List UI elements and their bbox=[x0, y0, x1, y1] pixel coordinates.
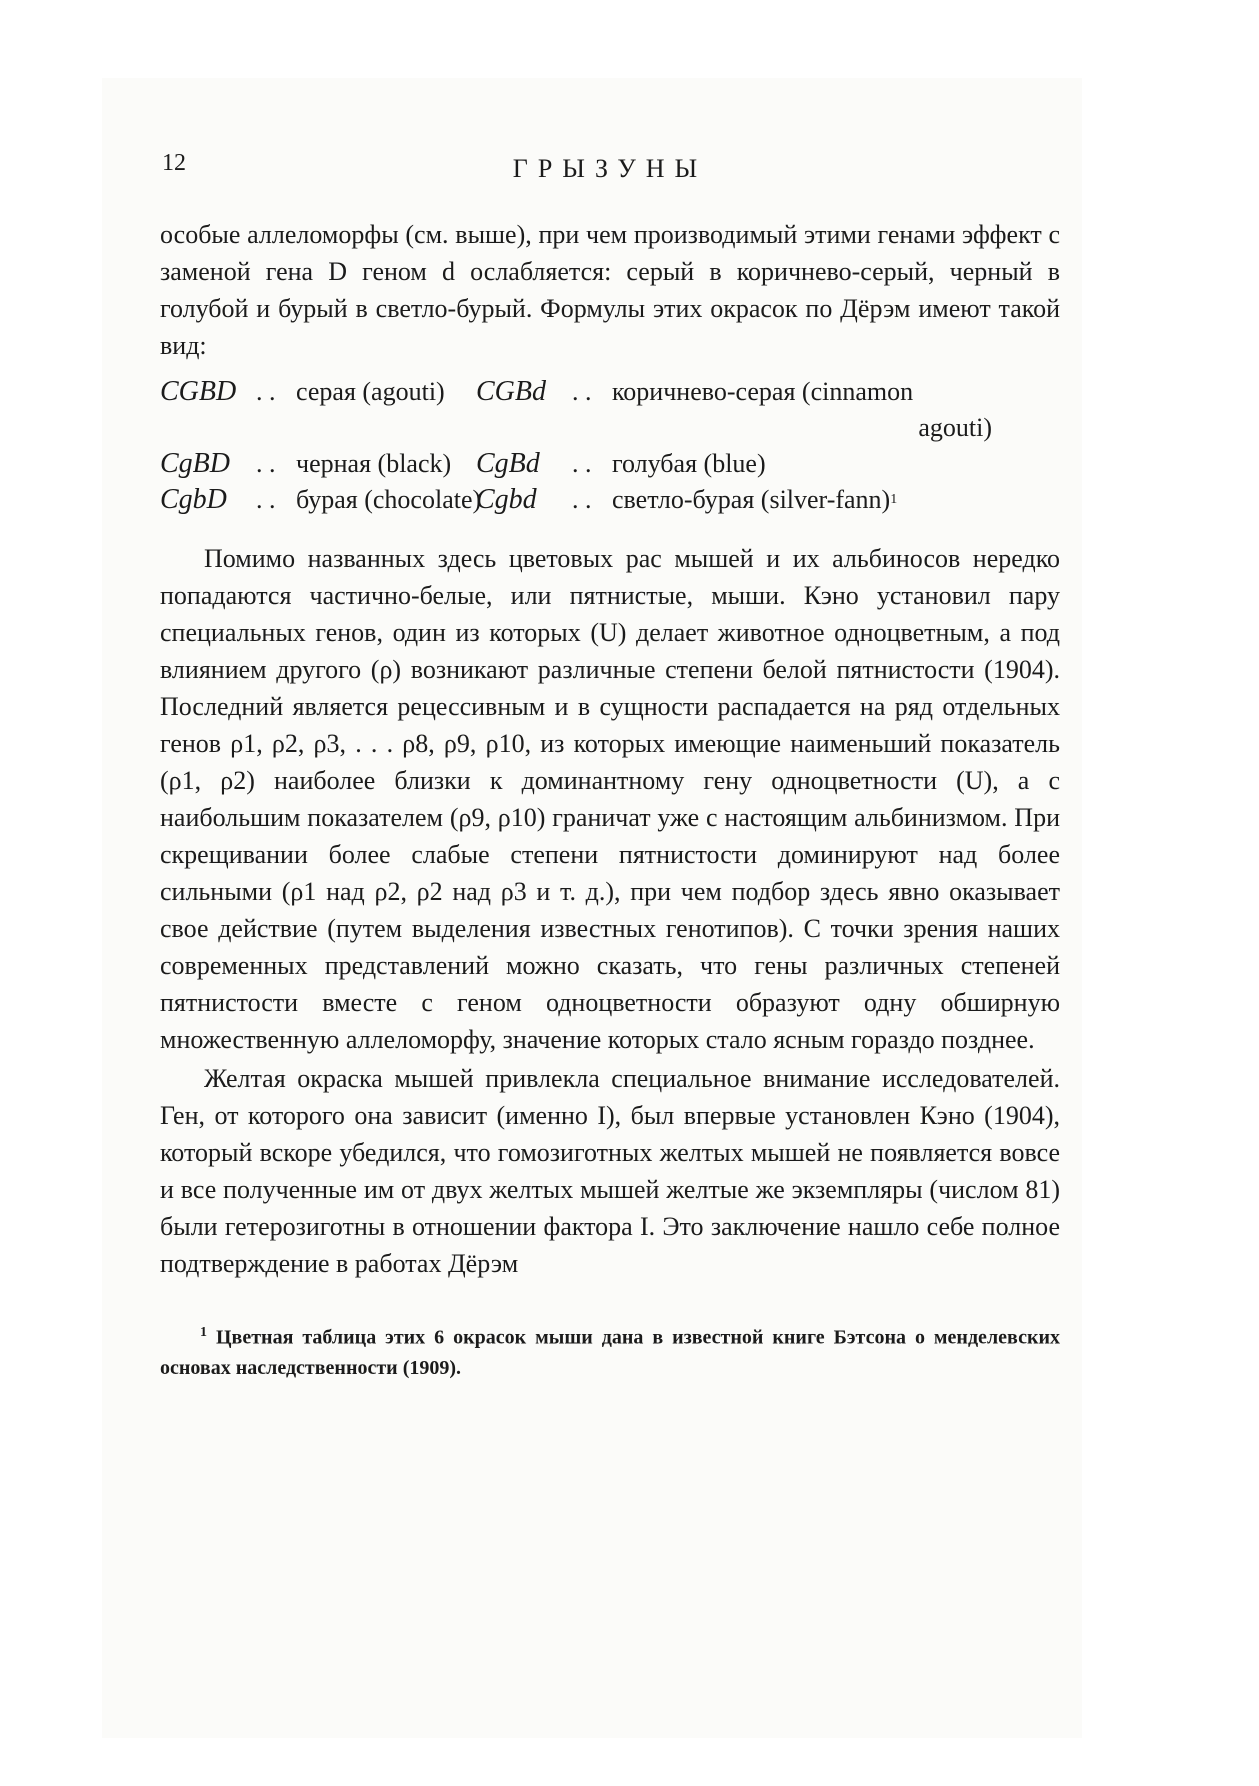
formula-color-name: черная (black) bbox=[296, 449, 452, 478]
formula-code: CgBd bbox=[476, 448, 540, 479]
footnote bbox=[160, 1318, 1060, 1383]
formula-dots: . . bbox=[572, 485, 592, 514]
formula-color-name: бурая (chocolate) bbox=[296, 485, 482, 514]
formula-row-2 bbox=[160, 446, 1060, 482]
formula-color-name: серая (agouti) bbox=[296, 377, 445, 406]
footnote-mark: 1 bbox=[200, 1325, 207, 1340]
formula-row-continuation bbox=[160, 410, 1060, 446]
formula-code: CGBd bbox=[476, 376, 546, 407]
formula-code: CgbD bbox=[160, 484, 227, 515]
formula-dots: . . bbox=[572, 377, 592, 406]
formula-row-3 bbox=[160, 482, 1060, 518]
formula-continuation: agouti) bbox=[918, 413, 992, 442]
page-content bbox=[160, 150, 1060, 1383]
running-head: ГРЫЗУНЫ bbox=[512, 154, 708, 183]
formula-color-name: голубая (blue) bbox=[612, 449, 766, 478]
formula-code: CgBD bbox=[160, 448, 230, 479]
formula-row-1 bbox=[160, 374, 1060, 410]
formula-table bbox=[160, 374, 1060, 518]
paragraph-2: Помимо названных здесь цветовых рас мышей и их альбиносов нередко попадаются частично-белые, или пятнистые, мыши. Кэно установил пару специальных генов, один из которых (U) делает животное одноцветным, а под влиянием другого (ρ) возникают различные степени белой пятнистости (1904). Последний является рецессивным и в сущности распадается на ряд отдельных генов ρ1, ρ2, ρ3, . . . ρ8, ρ9, ρ10, из которых имеющие наименьший показатель (ρ1, ρ2) наиболее близки к доминантному гену одноцветности (U), а с наибольшим показателем (ρ9, ρ10) граничат уже с настоящим альбинизмом. При скрещивании более слабые степени пятнистости доминируют над более сильными (ρ1 над ρ2, ρ2 над ρ3 и т. д.), при чем подбор здесь явно оказывает свое действие (путем выделения известных генотипов). С точки зрения наших современных представлений можно сказать, что гены различных степеней пятнистости вместе с геном одноцветности образуют одну обширную множественную аллеломорфу, значение которых стало ясным гораздо позднее. bbox=[160, 544, 1060, 1054]
formula-code: CGBD bbox=[160, 376, 237, 407]
paragraph-1: особые аллеломорфы (см. выше), при чем производимый этими генами эффект с заменой гена D геном d ослабляется: серый в коричнево-серый, черный в голубой и бурый в светло-бурый. Формулы этих окрасок по Дёрэм имеют такой вид: bbox=[160, 220, 1060, 360]
footnote-reference: 1 bbox=[890, 492, 898, 507]
footnote-text: Цветная таблица этих 6 окрасок мыши дана в известной книге Бэтсона о менделевских основах наследственности (1909). bbox=[160, 1326, 1061, 1379]
formula-dots: . . bbox=[256, 377, 276, 406]
formula-dots: . . bbox=[256, 485, 276, 514]
formula-code: Cgbd bbox=[476, 484, 537, 515]
page-header bbox=[160, 150, 1060, 190]
formula-dots: . . bbox=[572, 449, 592, 478]
formula-color-name: светло-бурая (silver-fann) bbox=[612, 485, 891, 514]
paragraph-3: Желтая окраска мышей привлекла специальное внимание исследователей. Ген, от которого она зависит (именно I), был впервые установлен Кэно (1904), который вскоре убедился, что гомозиготных желтых мышей не появляется вовсе и все полученные им от двух желтых мышей желтые же экземпляры (числом 81) были гетерозиготны в отношении фактора I. Это заключение нашло себе полное подтверждение в работах Дёрэм bbox=[160, 1064, 1060, 1278]
formula-color-name: коричнево-серая (cinnamon bbox=[612, 377, 914, 406]
formula-dots: . . bbox=[256, 449, 276, 478]
page-number: 12 bbox=[162, 150, 186, 176]
